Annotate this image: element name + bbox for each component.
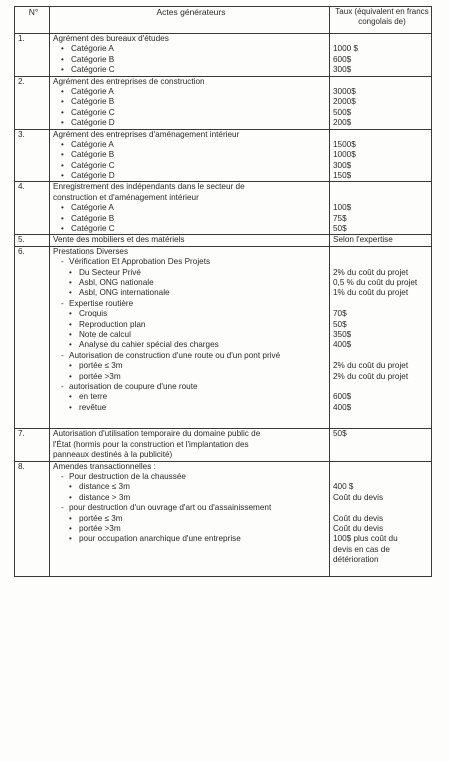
rate-value: 0,5 % du coût du projet bbox=[333, 278, 418, 287]
table-row bbox=[15, 34, 432, 77]
sub-section-title: - Expertise routière bbox=[53, 299, 329, 309]
list-item: • Catégorie C bbox=[53, 224, 329, 234]
rate-value: 70$ bbox=[333, 309, 347, 319]
list-item: • Catégorie A bbox=[53, 140, 329, 150]
sub-section-title: - pour destruction d'un ouvrage d'art ou d'assainissement bbox=[53, 503, 329, 513]
rate-value: 400 $ bbox=[333, 482, 354, 492]
list-item: • Catégorie C bbox=[53, 65, 329, 75]
rate-value: 50$ bbox=[333, 319, 347, 329]
rate-value: devis en cas de bbox=[333, 544, 390, 554]
rate-value: 2% du coût du projet bbox=[333, 361, 409, 371]
row-number: 6. bbox=[15, 246, 50, 429]
row-number: 1. bbox=[15, 34, 50, 77]
list-item: • Asbl, ONG internationale bbox=[53, 288, 329, 298]
row-rates bbox=[330, 429, 432, 461]
sub-section-title: - Autorisation de construction d'une route ou d'un pont privé bbox=[53, 351, 329, 361]
row-acts bbox=[50, 235, 330, 246]
rate-value: 400$ bbox=[333, 402, 352, 412]
sub-section-title: - autorisation de coupure d'une route bbox=[53, 382, 329, 392]
list-item: • pour occupation anarchique d'une entreprise bbox=[53, 534, 329, 544]
row-title-line: panneaux destinés à la publicité) bbox=[53, 450, 173, 460]
rate-value: 600$ bbox=[333, 54, 352, 64]
list-item: • Catégorie A bbox=[53, 87, 329, 97]
row-title: Prestations Diverses bbox=[53, 246, 129, 256]
list-item: • Catégorie B bbox=[53, 97, 329, 107]
table-row bbox=[15, 461, 432, 576]
rate-value: 300$ bbox=[333, 160, 352, 170]
table-header-row bbox=[15, 7, 432, 34]
list-item: • Asbl, ONG nationale bbox=[53, 278, 329, 288]
rate-value: Coût du devis bbox=[333, 492, 384, 502]
list-item: • Catégorie D bbox=[53, 171, 329, 181]
list-item: • Reproduction plan bbox=[53, 320, 329, 330]
row-acts bbox=[50, 182, 330, 235]
row-rates bbox=[330, 246, 432, 429]
rate-value: 350$ bbox=[333, 329, 352, 339]
list-item: • portée ≤ 3m bbox=[53, 361, 329, 371]
header-number: N° bbox=[15, 7, 50, 34]
list-item: • portée >3m bbox=[53, 372, 329, 382]
list-item: • Catégorie B bbox=[53, 214, 329, 224]
list-item: • Catégorie D bbox=[53, 118, 329, 128]
rate-value: 300$ bbox=[333, 65, 352, 75]
row-rates bbox=[330, 235, 432, 246]
list-item: • Catégorie C bbox=[53, 161, 329, 171]
row-title-line: l'État (hormis pour la construction et l'implantation des bbox=[53, 439, 249, 449]
list-item: • Catégorie B bbox=[53, 150, 329, 160]
rate-value: 2% du coût du projet bbox=[333, 267, 409, 277]
rate-value: 2000$ bbox=[333, 97, 356, 107]
table-row bbox=[15, 235, 432, 246]
rate-value: 50$ bbox=[333, 429, 347, 439]
list-item: • Catégorie A bbox=[53, 203, 329, 213]
table-row bbox=[15, 129, 432, 182]
header-rate: Taux (équivalent en francs congolais de) bbox=[330, 7, 432, 34]
list-item: • distance > 3m bbox=[53, 493, 329, 503]
row-number: 2. bbox=[15, 76, 50, 129]
list-item: • Catégorie C bbox=[53, 108, 329, 118]
row-number: 7. bbox=[15, 429, 50, 461]
row-title: Agrément des entreprises de construction bbox=[53, 76, 205, 86]
row-number: 5. bbox=[15, 235, 50, 246]
row-rates bbox=[330, 34, 432, 77]
list-item: • distance ≤ 3m bbox=[53, 482, 329, 492]
list-item: • Du Secteur Privé bbox=[53, 268, 329, 278]
row-acts bbox=[50, 429, 330, 461]
rate-value: détérioration bbox=[333, 555, 379, 565]
row-number: 4. bbox=[15, 182, 50, 235]
row-rates bbox=[330, 129, 432, 182]
list-item: • portée >3m bbox=[53, 524, 329, 534]
list-item: • Catégorie B bbox=[53, 55, 329, 65]
row-title-line: Enregistrement des indépendants dans le secteur de bbox=[53, 182, 245, 192]
list-item: • revêtue bbox=[53, 403, 329, 413]
list-item: • Croquis bbox=[53, 309, 329, 319]
rate-value: 500$ bbox=[333, 107, 352, 117]
sub-section-title: - Vérification Et Approbation Des Projets bbox=[53, 257, 329, 267]
row-rates bbox=[330, 76, 432, 129]
row-title: Agrément des bureaux d'études bbox=[53, 34, 169, 43]
row-acts bbox=[50, 461, 330, 576]
rate-value: 200$ bbox=[333, 118, 352, 128]
rate-value: 75$ bbox=[333, 213, 347, 223]
rate-value: Selon l'expertise bbox=[333, 235, 393, 245]
table-row bbox=[15, 429, 432, 461]
header-acts: Actes générateurs bbox=[50, 7, 330, 34]
row-title: Amendes transactionnelles : bbox=[53, 461, 156, 471]
rate-value: Coût du devis bbox=[333, 513, 384, 523]
rate-value: 400$ bbox=[333, 340, 352, 350]
rate-value: 3000$ bbox=[333, 86, 356, 96]
rate-value: 1000$ bbox=[333, 150, 356, 160]
rate-value: 2% du coût du projet bbox=[333, 371, 409, 381]
row-acts bbox=[50, 129, 330, 182]
rate-value: 100$ bbox=[333, 203, 352, 213]
row-acts bbox=[50, 34, 330, 77]
rate-value: 600$ bbox=[333, 392, 352, 402]
table-row bbox=[15, 76, 432, 129]
table-row bbox=[15, 246, 432, 429]
rate-value: 1500$ bbox=[333, 139, 356, 149]
list-item: • en terre bbox=[53, 392, 329, 402]
list-item: • Note de calcul bbox=[53, 330, 329, 340]
list-item: • Analyse du cahier spécial des charges bbox=[53, 340, 329, 350]
rate-value: 150$ bbox=[333, 171, 352, 181]
table-row bbox=[15, 182, 432, 235]
rate-value: 50$ bbox=[333, 224, 347, 234]
row-acts bbox=[50, 76, 330, 129]
row-title: Agrément des entreprises d'aménagement intérieur bbox=[53, 129, 240, 139]
rate-value: 100$ plus coût du bbox=[333, 534, 398, 544]
rate-value: 1000 $ bbox=[333, 44, 359, 54]
list-item: • portée ≤ 3m bbox=[53, 514, 329, 524]
row-title-line: Autorisation d'utilisation temporaire du domaine public de bbox=[53, 429, 261, 439]
row-title-line: construction et d'aménagement intérieur bbox=[53, 192, 199, 202]
sub-section-title: - Pour destruction de la chaussée bbox=[53, 472, 329, 482]
list-item: • Catégorie A bbox=[53, 44, 329, 54]
row-number: 8. bbox=[15, 461, 50, 576]
row-title: Vente des mobiliers et des matériels bbox=[53, 235, 185, 245]
rate-value: 1% du coût du projet bbox=[333, 288, 409, 298]
rate-value: Coût du devis bbox=[333, 523, 384, 533]
fee-schedule-table bbox=[14, 6, 432, 577]
row-rates bbox=[330, 461, 432, 576]
row-rates bbox=[330, 182, 432, 235]
row-acts bbox=[50, 246, 330, 429]
row-number: 3. bbox=[15, 129, 50, 182]
